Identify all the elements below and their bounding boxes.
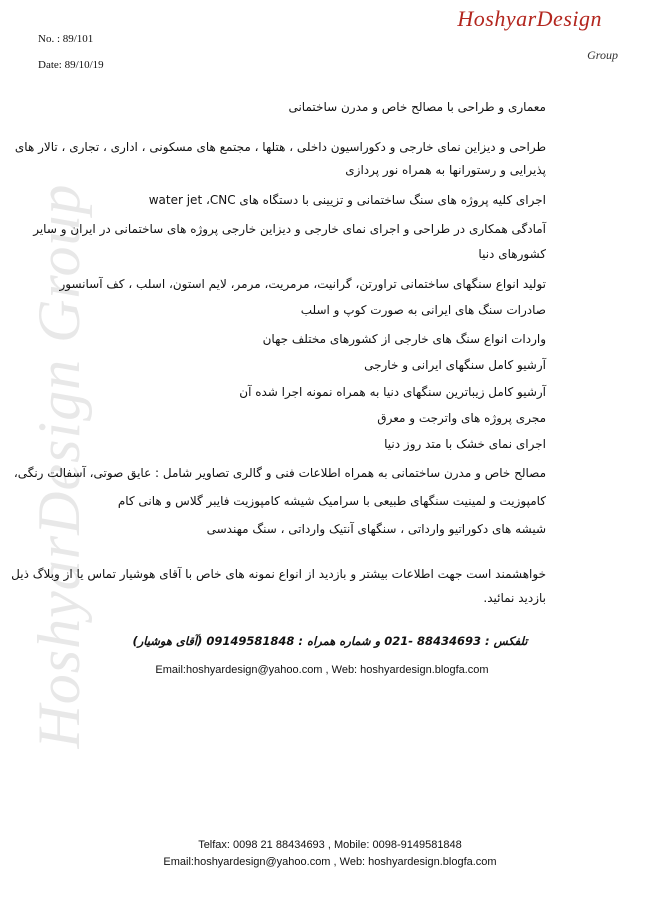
service-line: طراحی و دیزاین نمای خارجی و دکوراسیون داخلی ، هتلها ، مجتمع های مسکونی ، اداری ، تجاری ، تالار های <box>14 140 546 154</box>
service-line: آرشیو کامل زیباترین سنگهای دنیا به همراه نمونه اجرا شده آن <box>239 385 546 399</box>
watermark-text: HoshyarDesign Group <box>26 183 92 749</box>
service-line: آمادگی همکاری در طراحی و اجرای نمای خارجی و دیزاین خارجی پروژه های ساختمانی در ایران و سایر <box>33 222 546 236</box>
footer-email-web: Email:hoshyardesign@yahoo.com , Web: hoshyardesign.blogfa.com <box>163 856 497 868</box>
document-number: No. : 89/101 <box>38 33 94 45</box>
service-line: کشورهای دنیا <box>478 247 546 261</box>
closing-line: بازدید نمائید. <box>483 591 546 605</box>
service-line: اجرای کلیه پروژه های سنگ ساختمانی و تزیینی با دستگاه های water jet ،CNC <box>148 193 546 207</box>
service-line: مصالح خاص و مدرن ساختمانی به همراه اطلاعات فنی و گالری تصاویر شامل : عایق صوتی، آسفالت رنگی، <box>13 466 546 480</box>
service-line: تولید انواع سنگهای ساختمانی تراورتن، گرانیت، مرمریت، مرمر، لایم استون، اسلب ، کف آسانسور <box>59 277 546 291</box>
service-line: کامپوزیت و لمینیت سنگهای طبیعی با سرامیک شیشه کامپوزیت فایبر گلاس و هانی کام <box>117 494 546 508</box>
document-date: Date: 89/10/19 <box>38 59 104 71</box>
service-line: صادرات سنگ های ایرانی به صورت کوپ و اسلب <box>300 303 546 317</box>
service-line: پذیرایی و رستورانها به همراه نور پردازی <box>345 163 546 177</box>
footer-phone: Telfax: 0098 21 88434693 , Mobile: 0098-9149581848 <box>198 839 462 851</box>
company-logo-group: Group <box>587 48 618 62</box>
service-line: شیشه های دکوراتیو وارداتی ، سنگهای آنتیک وارداتی ، سنگ مهندسی <box>206 522 546 536</box>
service-line: اجرای نمای خشک با متد روز دنیا <box>384 437 546 451</box>
contact-persian: تلفکس : 88434693 -021 و شماره همراه : 09149581848 (آقای هوشیار) <box>132 634 528 648</box>
company-logo: HoshyarDesign <box>457 6 602 31</box>
closing-line: خواهشمند است جهت اطلاعات بیشتر و بازدید از انواع نمونه های خاص با آقای هوشیار تماس یا از وبلاگ ذیل <box>11 567 546 581</box>
service-line: آرشیو کامل سنگهای ایرانی و خارجی <box>364 358 546 372</box>
service-line: معماری و طراحی با مصالح خاص و مدرن ساختمانی <box>288 100 546 114</box>
service-line: مجری پروژه های واترجت و معرق <box>377 411 546 425</box>
email-web-line: Email:hoshyardesign@yahoo.com , Web: hoshyardesign.blogfa.com <box>155 664 489 676</box>
service-line: واردات انواع سنگ های خارجی از کشورهای مختلف جهان <box>262 332 546 346</box>
